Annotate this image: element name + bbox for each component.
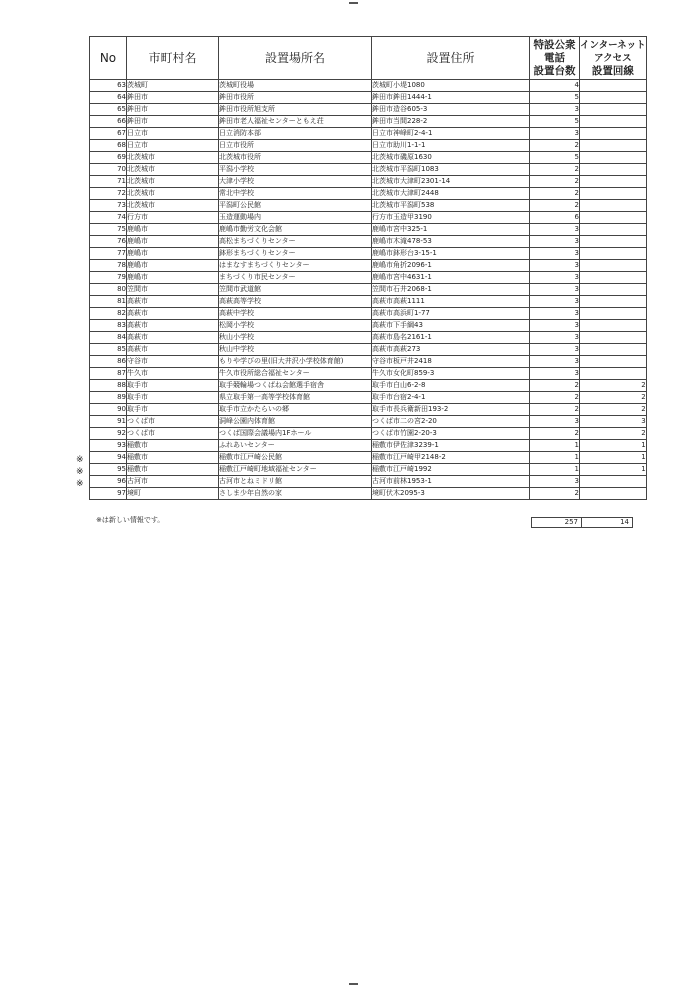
header-phones	[530, 37, 580, 80]
row-no: 92	[90, 428, 127, 440]
table-row	[90, 188, 647, 200]
row-internet	[580, 104, 647, 116]
row-municipality: 高萩市	[127, 308, 219, 320]
row-internet	[580, 356, 647, 368]
row-internet	[580, 92, 647, 104]
row-address: 取手市白山6-2-8	[372, 380, 530, 392]
table-body	[90, 80, 647, 500]
row-place: つくば国際会議場内1Fホール	[219, 428, 372, 440]
row-address: 牛久市女化町859-3	[372, 368, 530, 380]
row-phones: 2	[530, 380, 580, 392]
row-municipality: 北茨城市	[127, 188, 219, 200]
row-phones: 3	[530, 296, 580, 308]
row-address: 鹿嶋市宮中325-1	[372, 224, 530, 236]
table-row	[90, 128, 647, 140]
table-row	[90, 296, 647, 308]
table-row	[90, 320, 647, 332]
row-address: 北茨城市磯原1630	[372, 152, 530, 164]
row-address: 鉾田市鉾田1444-1	[372, 92, 530, 104]
new-mark: ※	[76, 479, 84, 489]
row-address: 鉾田市当間228-2	[372, 116, 530, 128]
row-place: 鉾田市役所旭支所	[219, 104, 372, 116]
table-row	[90, 308, 647, 320]
row-phones: 1	[530, 452, 580, 464]
table-row	[90, 404, 647, 416]
table-row	[90, 80, 647, 92]
row-phones: 4	[530, 80, 580, 92]
row-place: 取手市立かたらいの郷	[219, 404, 372, 416]
row-municipality: 鉾田市	[127, 92, 219, 104]
row-address: 日立市助川1-1-1	[372, 140, 530, 152]
table-row	[90, 416, 647, 428]
row-place: 高松まちづくりセンター	[219, 236, 372, 248]
row-internet	[580, 140, 647, 152]
row-no: 64	[90, 92, 127, 104]
header-internet-line3: 設置回線	[591, 64, 634, 77]
row-municipality: 高萩市	[127, 320, 219, 332]
row-phones: 3	[530, 416, 580, 428]
row-internet: 2	[580, 428, 647, 440]
row-phones: 3	[530, 128, 580, 140]
row-address: 鹿嶋市角折2096-1	[372, 260, 530, 272]
row-no: 86	[90, 356, 127, 368]
table-row	[90, 356, 647, 368]
row-phones: 3	[530, 332, 580, 344]
table-row	[90, 116, 647, 128]
row-place: 大津小学校	[219, 176, 372, 188]
row-address: 古河市前林1953-1	[372, 476, 530, 488]
row-no: 78	[90, 260, 127, 272]
row-place: 古河市とねミドリ館	[219, 476, 372, 488]
table-row	[90, 488, 647, 500]
table-row	[90, 392, 647, 404]
row-place: 平潟町公民館	[219, 200, 372, 212]
row-address: 高萩市下手綱43	[372, 320, 530, 332]
row-municipality: 北茨城市	[127, 164, 219, 176]
table-row	[90, 236, 647, 248]
row-municipality: 高萩市	[127, 296, 219, 308]
row-municipality: 高萩市	[127, 332, 219, 344]
new-mark: ※	[76, 455, 84, 465]
row-internet	[580, 128, 647, 140]
row-internet: 2	[580, 380, 647, 392]
row-internet	[580, 344, 647, 356]
row-no: 91	[90, 416, 127, 428]
header-phones-line2: 電話	[544, 51, 565, 64]
row-no: 93	[90, 440, 127, 452]
row-municipality: 鹿嶋市	[127, 272, 219, 284]
row-address: 行方市玉造甲3190	[372, 212, 530, 224]
table-row	[90, 476, 647, 488]
row-municipality: 牛久市	[127, 368, 219, 380]
header-internet-line1: インターネット	[580, 39, 646, 51]
row-place: 玉造運動場内	[219, 212, 372, 224]
row-municipality: 北茨城市	[127, 152, 219, 164]
row-municipality: 笠間市	[127, 284, 219, 296]
row-no: 67	[90, 128, 127, 140]
row-address: 稲敷市伊佐津3239-1	[372, 440, 530, 452]
row-address: 境町伏木2095-3	[372, 488, 530, 500]
row-place: 高萩中学校	[219, 308, 372, 320]
row-phones: 2	[530, 428, 580, 440]
row-address: 鹿嶋市宮中4631-1	[372, 272, 530, 284]
table-row	[90, 380, 647, 392]
table-row	[90, 452, 647, 464]
row-municipality: つくば市	[127, 416, 219, 428]
row-internet	[580, 152, 647, 164]
footnote: ※は新しい情報です。	[96, 516, 165, 524]
row-no: 95	[90, 464, 127, 476]
row-no: 85	[90, 344, 127, 356]
row-municipality: 境町	[127, 488, 219, 500]
row-internet	[580, 200, 647, 212]
row-municipality: 日立市	[127, 140, 219, 152]
row-no: 89	[90, 392, 127, 404]
table-row	[90, 260, 647, 272]
row-address: 日立市神峰町2-4-1	[372, 128, 530, 140]
table-row	[90, 332, 647, 344]
row-address: 高萩市高萩273	[372, 344, 530, 356]
row-no: 63	[90, 80, 127, 92]
row-no: 97	[90, 488, 127, 500]
table-row	[90, 164, 647, 176]
row-municipality: つくば市	[127, 428, 219, 440]
row-address: 鹿嶋市木滝478-53	[372, 236, 530, 248]
row-no: 74	[90, 212, 127, 224]
row-municipality: 取手市	[127, 380, 219, 392]
row-place: 高萩高等学校	[219, 296, 372, 308]
row-phones: 3	[530, 272, 580, 284]
row-no: 73	[90, 200, 127, 212]
header-municipality: 市町村名	[127, 37, 219, 80]
table-row	[90, 152, 647, 164]
row-no: 87	[90, 368, 127, 380]
row-internet	[580, 476, 647, 488]
row-phones: 3	[530, 320, 580, 332]
table-row	[90, 284, 647, 296]
row-phones: 3	[530, 344, 580, 356]
table-row	[90, 428, 647, 440]
row-municipality: 稲敷市	[127, 440, 219, 452]
table-row	[90, 368, 647, 380]
row-no: 94	[90, 452, 127, 464]
table-row	[90, 212, 647, 224]
row-address: 稲敷市江戸崎甲2148-2	[372, 452, 530, 464]
row-municipality: 取手市	[127, 404, 219, 416]
header-row	[90, 37, 647, 80]
row-no: 79	[90, 272, 127, 284]
row-no: 69	[90, 152, 127, 164]
row-place: さしま少年自然の家	[219, 488, 372, 500]
row-internet	[580, 284, 647, 296]
table-row	[90, 272, 647, 284]
row-address: 茨城町小堤1080	[372, 80, 530, 92]
row-municipality: 古河市	[127, 476, 219, 488]
row-place: もりや学びの里(旧大井沢小学校体育館)	[219, 356, 372, 368]
row-place: はまなすまちづくりセンター	[219, 260, 372, 272]
row-place: 松岡小学校	[219, 320, 372, 332]
row-no: 68	[90, 140, 127, 152]
row-municipality: 鹿嶋市	[127, 236, 219, 248]
table-row	[90, 440, 647, 452]
row-internet	[580, 188, 647, 200]
row-phones: 6	[530, 212, 580, 224]
row-place: 県立取手第一高等学校体育館	[219, 392, 372, 404]
row-internet: 1	[580, 464, 647, 476]
row-internet	[580, 224, 647, 236]
header-internet-line2: アクセス	[593, 52, 632, 64]
row-place: 平潟小学校	[219, 164, 372, 176]
row-no: 83	[90, 320, 127, 332]
installation-table	[89, 36, 647, 500]
total-internet: 14	[582, 518, 633, 528]
row-phones: 5	[530, 116, 580, 128]
row-place: 鉢形まちづくりセンター	[219, 248, 372, 260]
row-phones: 2	[530, 392, 580, 404]
row-address: つくば市竹園2-20-3	[372, 428, 530, 440]
row-place: 鉾田市役所	[219, 92, 372, 104]
row-phones: 2	[530, 140, 580, 152]
row-internet	[580, 116, 647, 128]
row-internet	[580, 368, 647, 380]
row-internet	[580, 164, 647, 176]
row-address: 守谷市板戸井2418	[372, 356, 530, 368]
total-phones: 257	[532, 518, 582, 528]
table-row	[90, 248, 647, 260]
row-address: 鹿嶋市鉢形台3-15-1	[372, 248, 530, 260]
row-phones: 3	[530, 224, 580, 236]
row-address: 北茨城市大津町2448	[372, 188, 530, 200]
row-phones: 3	[530, 356, 580, 368]
row-no: 70	[90, 164, 127, 176]
new-mark: ※	[76, 467, 84, 477]
row-phones: 3	[530, 308, 580, 320]
row-municipality: 茨城町	[127, 80, 219, 92]
table-row	[90, 176, 647, 188]
row-no: 66	[90, 116, 127, 128]
row-place: 日立消防本部	[219, 128, 372, 140]
row-municipality: 鹿嶋市	[127, 260, 219, 272]
row-no: 96	[90, 476, 127, 488]
table-row	[90, 104, 647, 116]
row-no: 75	[90, 224, 127, 236]
scan-mark	[349, 2, 358, 4]
row-municipality: 取手市	[127, 392, 219, 404]
row-internet	[580, 320, 647, 332]
row-municipality: 鹿嶋市	[127, 224, 219, 236]
row-municipality: 守谷市	[127, 356, 219, 368]
row-internet: 2	[580, 392, 647, 404]
row-place: 稲敷市江戸崎公民館	[219, 452, 372, 464]
row-no: 88	[90, 380, 127, 392]
header-address: 設置住所	[372, 37, 530, 80]
row-address: 取手市長兵衛新田193-2	[372, 404, 530, 416]
row-internet	[580, 332, 647, 344]
row-no: 77	[90, 248, 127, 260]
row-phones: 2	[530, 188, 580, 200]
row-phones: 2	[530, 488, 580, 500]
row-internet: 2	[580, 404, 647, 416]
row-municipality: 北茨城市	[127, 200, 219, 212]
row-no: 84	[90, 332, 127, 344]
row-address: 稲敷市江戸崎1992	[372, 464, 530, 476]
row-municipality: 行方市	[127, 212, 219, 224]
row-internet	[580, 308, 647, 320]
row-no: 76	[90, 236, 127, 248]
row-address: 高萩市高萩1111	[372, 296, 530, 308]
row-phones: 2	[530, 176, 580, 188]
row-internet: 3	[580, 416, 647, 428]
row-place: 牛久市役所総合福祉センター	[219, 368, 372, 380]
row-internet	[580, 272, 647, 284]
row-phones: 2	[530, 404, 580, 416]
row-address: 北茨城市大津町2301-14	[372, 176, 530, 188]
row-phones: 3	[530, 248, 580, 260]
header-phones-line1: 特設公衆	[533, 38, 576, 51]
row-internet	[580, 296, 647, 308]
row-place: 北茨城市役所	[219, 152, 372, 164]
row-phones: 1	[530, 464, 580, 476]
header-phones-line3: 設置台数	[533, 64, 576, 77]
row-internet	[580, 488, 647, 500]
row-internet	[580, 260, 647, 272]
row-phones: 1	[530, 440, 580, 452]
row-phones: 3	[530, 476, 580, 488]
row-no: 71	[90, 176, 127, 188]
row-place: 秋山小学校	[219, 332, 372, 344]
row-phones: 2	[530, 164, 580, 176]
row-phones: 3	[530, 284, 580, 296]
totals-row	[531, 517, 633, 528]
row-place: 鹿嶋市勤労文化会館	[219, 224, 372, 236]
row-no: 65	[90, 104, 127, 116]
row-internet	[580, 248, 647, 260]
header-place: 設置場所名	[219, 37, 372, 80]
row-address: つくば市二の宮2-20	[372, 416, 530, 428]
table-row	[90, 344, 647, 356]
scan-mark	[349, 983, 358, 985]
table-row	[90, 464, 647, 476]
row-place: まちづくり市民センター	[219, 272, 372, 284]
row-internet	[580, 176, 647, 188]
row-place: 鉾田市老人福祉センターともえ荘	[219, 116, 372, 128]
row-phones: 2	[530, 200, 580, 212]
row-internet: 1	[580, 440, 647, 452]
row-no: 81	[90, 296, 127, 308]
row-municipality: 鉾田市	[127, 104, 219, 116]
row-municipality: 高萩市	[127, 344, 219, 356]
row-place: 取手競輪場つくばね会館選手宿舎	[219, 380, 372, 392]
row-address: 北茨城市平潟町1083	[372, 164, 530, 176]
row-no: 82	[90, 308, 127, 320]
row-municipality: 日立市	[127, 128, 219, 140]
table-row	[90, 92, 647, 104]
row-place: 秋山中学校	[219, 344, 372, 356]
row-municipality: 北茨城市	[127, 176, 219, 188]
row-phones: 3	[530, 236, 580, 248]
row-phones: 3	[530, 260, 580, 272]
row-phones: 3	[530, 368, 580, 380]
row-place: 笠間市武道館	[219, 284, 372, 296]
row-place: 常北中学校	[219, 188, 372, 200]
row-internet	[580, 236, 647, 248]
row-municipality: 稲敷市	[127, 464, 219, 476]
row-municipality: 鉾田市	[127, 116, 219, 128]
row-address: 笠間市石井2068-1	[372, 284, 530, 296]
row-internet: 1	[580, 452, 647, 464]
row-place: ふれあいセンター	[219, 440, 372, 452]
row-place: 茨城町役場	[219, 80, 372, 92]
header-internet	[580, 37, 647, 80]
row-municipality: 鹿嶋市	[127, 248, 219, 260]
row-phones: 5	[530, 92, 580, 104]
table-row	[90, 200, 647, 212]
table-row	[90, 224, 647, 236]
row-address: 高萩市高浜町1-77	[372, 308, 530, 320]
row-address: 高萩市島名2161-1	[372, 332, 530, 344]
row-place: 稲敷江戸崎町地域福祉センター	[219, 464, 372, 476]
row-place: 洞峰公園内体育館	[219, 416, 372, 428]
header-no: No	[90, 37, 127, 80]
table-row	[90, 140, 647, 152]
row-no: 80	[90, 284, 127, 296]
row-no: 90	[90, 404, 127, 416]
row-internet	[580, 212, 647, 224]
row-address: 北茨城市平潟町538	[372, 200, 530, 212]
row-address: 取手市台宿2-4-1	[372, 392, 530, 404]
row-no: 72	[90, 188, 127, 200]
row-phones: 3	[530, 104, 580, 116]
row-municipality: 稲敷市	[127, 452, 219, 464]
row-address: 鉾田市造谷605-3	[372, 104, 530, 116]
row-internet	[580, 80, 647, 92]
row-place: 日立市役所	[219, 140, 372, 152]
row-phones: 5	[530, 152, 580, 164]
